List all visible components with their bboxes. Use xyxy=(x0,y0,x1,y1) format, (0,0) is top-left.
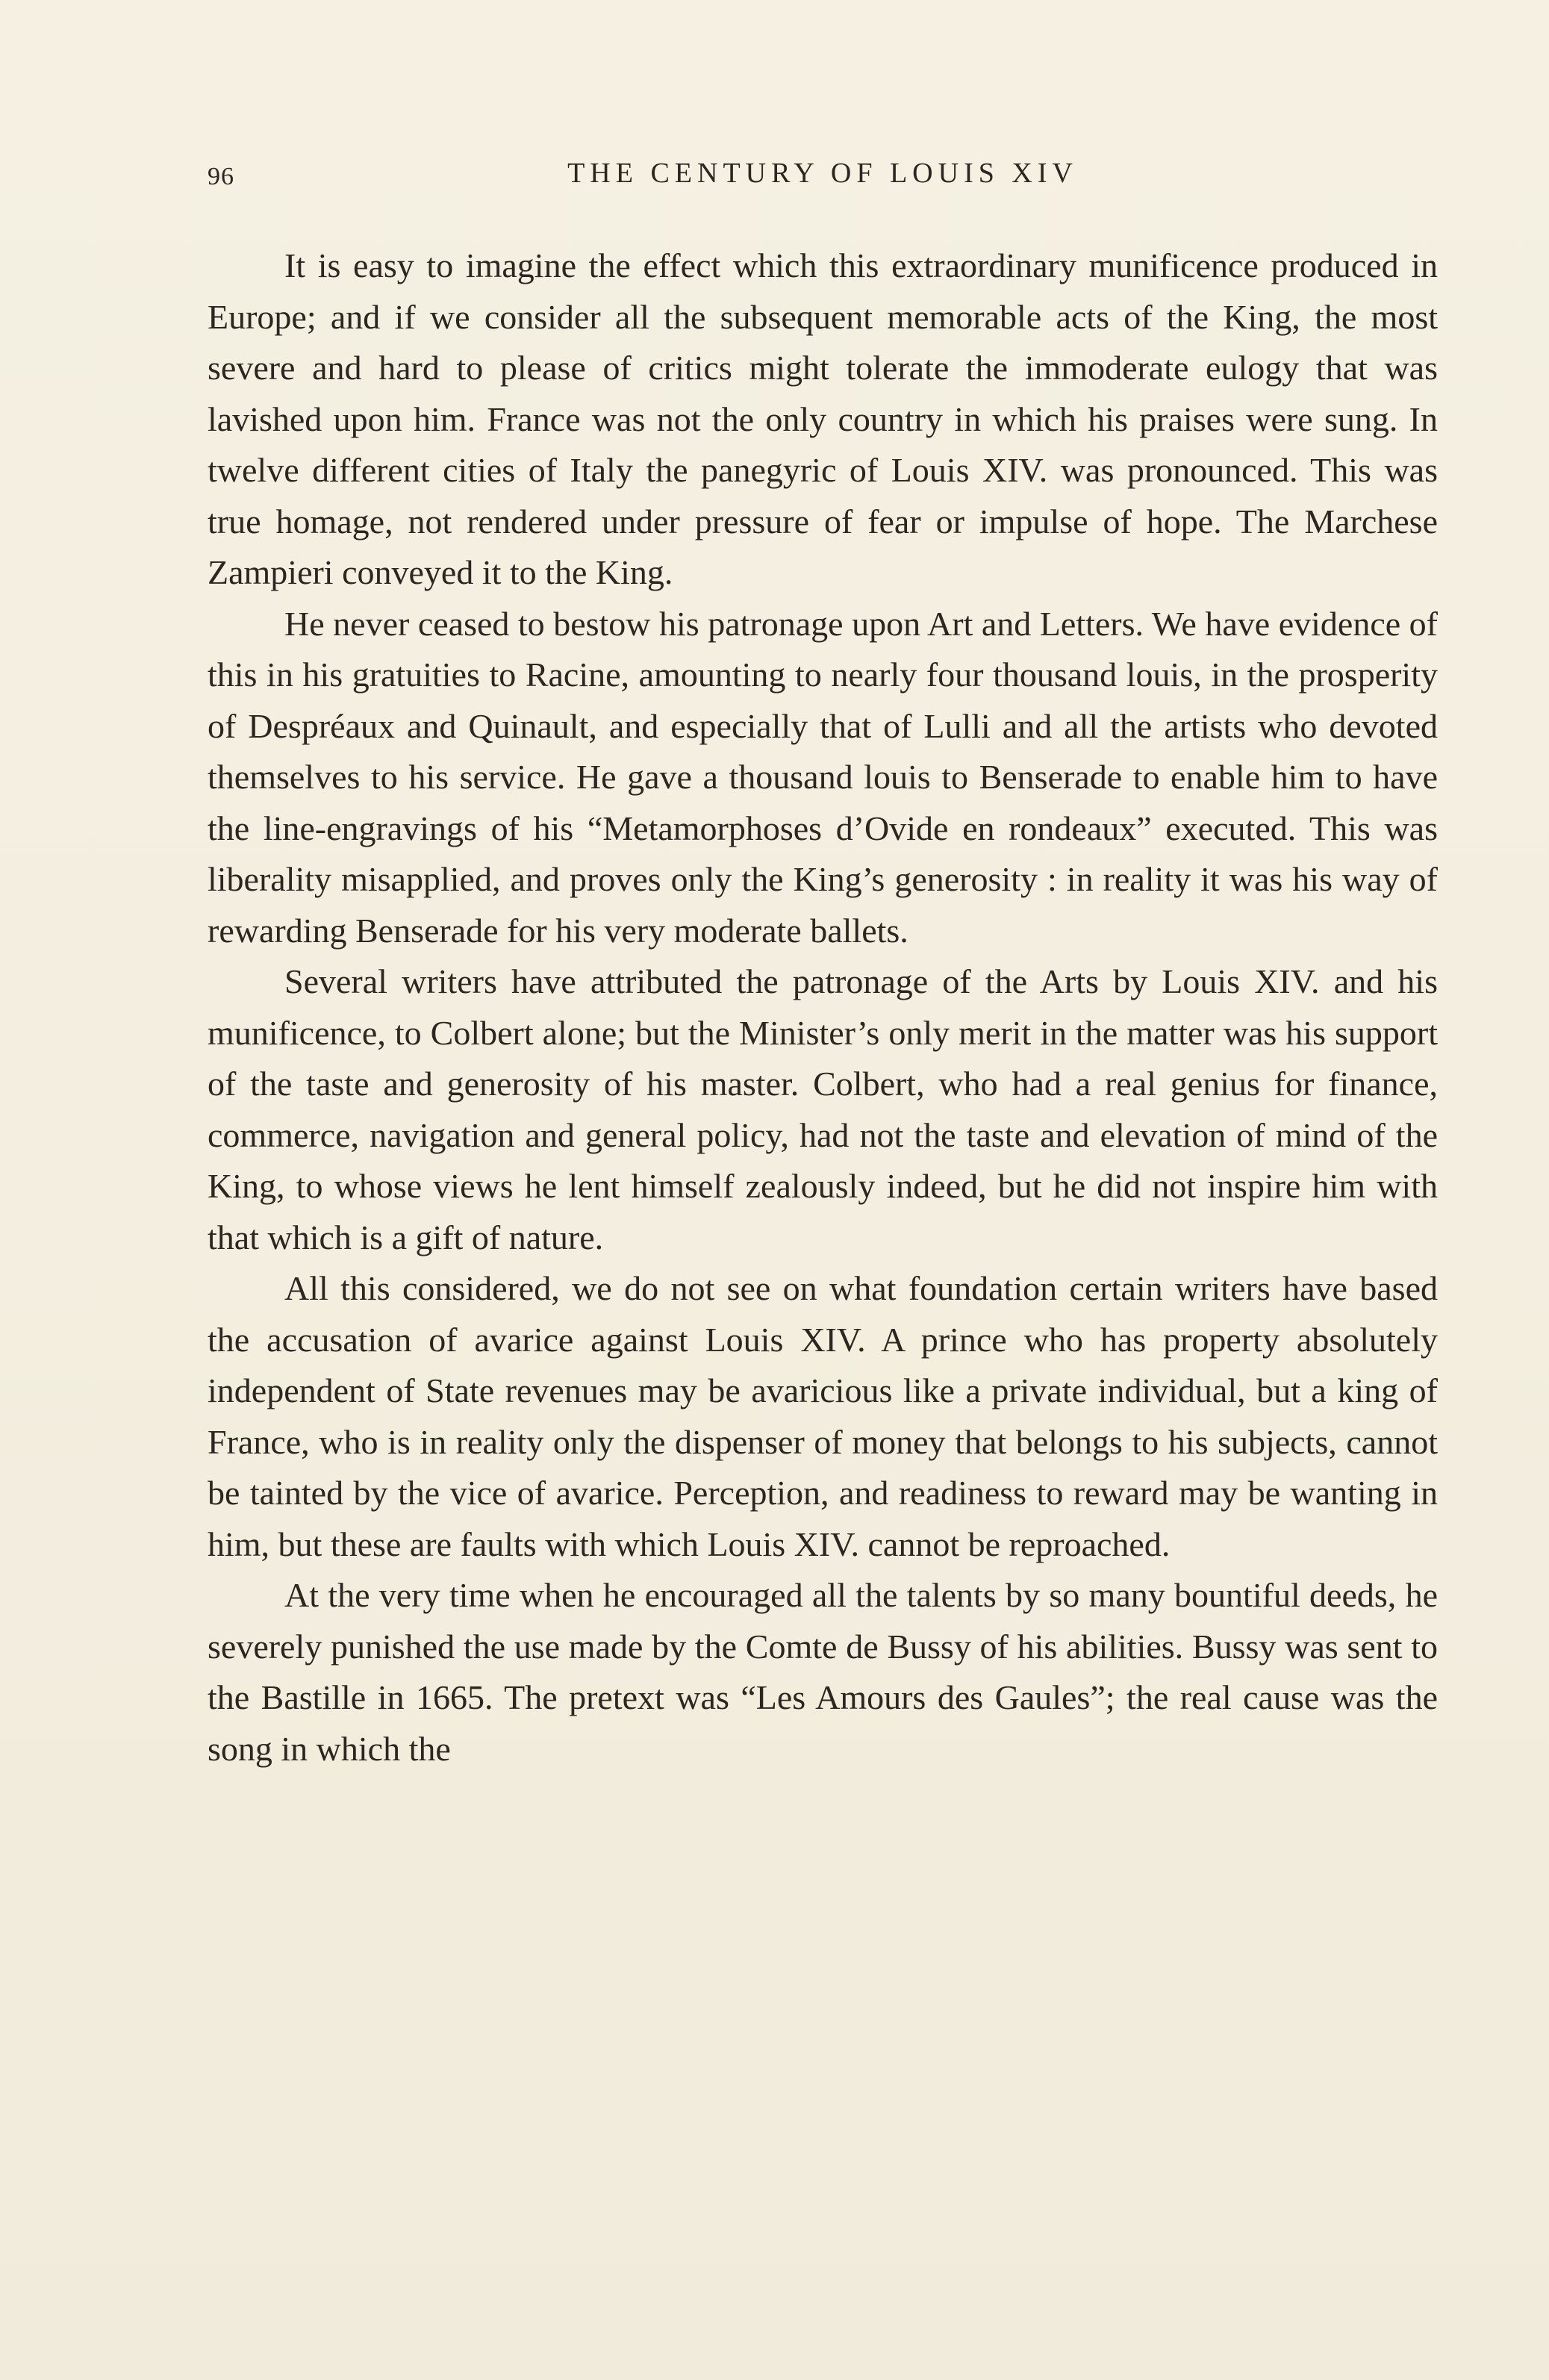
running-head xyxy=(208,157,1438,202)
paragraph: It is easy to imagine the effect which this extraordinary munificence produced in Europe; and if we consider all the subsequent memorable acts of the King, the most severe and hard to please of critics might tolerate the immoderate eulogy that was lavished upon him. France was not the only country in which his praises were sung. In twelve different cities of Italy the panegyric of Louis XIV. was pronounced. This was true homage, not rendered under pressure of fear or impulse of hope. The Marchese Zampieri conveyed it to the King. xyxy=(208,246,1438,591)
book-title: THE CENTURY OF LOUIS XIV xyxy=(567,158,1078,189)
paragraph: He never ceased to bestow his patronage upon Art and Letters. We have evidence of this in his gratuities to Racine, amounting to nearly four thousand louis, in the prosperity of Despréaux and Quinault, and especially that of Lulli and all the artists who devoted themselves to his service. He gave a thousand louis to Benserade to enable him to have the line-engravings of his “Metamorphoses d’Ovide en rondeaux” executed. This was liberality misapplied, and proves only the King’s generosity : in reality it was his way of rewarding Benserade for his very moderate ballets. xyxy=(208,604,1438,950)
page-number: 96 xyxy=(208,163,234,190)
paragraph: Several writers have attributed the patronage of the Arts by Louis XIV. and his munificence, to Colbert alone; but the Minister’s only merit in the matter was his support of the taste and generosity of his master. Colbert, who had a real genius for finance, commerce, navigation and general policy, had not the taste and elevation of mind of the King, to whose views he lent himself zealously indeed, but he did not inspire him with that which is a gift of nature. xyxy=(208,962,1438,1256)
paragraph: All this considered, we do not see on what foundation certain writers have based the accusation of avarice against Louis XIV. A prince who has property absolutely independent of State revenues may be avaricious like a private individual, but a king of France, who is in reality only the dispenser of money that belongs to his subjects, cannot be tainted by the vice of avarice. Perception, and readiness to reward may be wanting in him, but these are faults with which Louis XIV. cannot be reproached. xyxy=(208,1269,1438,1563)
body-text xyxy=(208,240,1438,1775)
paragraph: At the very time when he encouraged all the talents by so many bountiful deeds, he severely punished the use made by the Comte de Bussy of his abilities. Bussy was sent to the Bastille in 1665. The pretext was “Les Amours des Gaules”; the real cause was the song in which the xyxy=(208,1576,1438,1768)
